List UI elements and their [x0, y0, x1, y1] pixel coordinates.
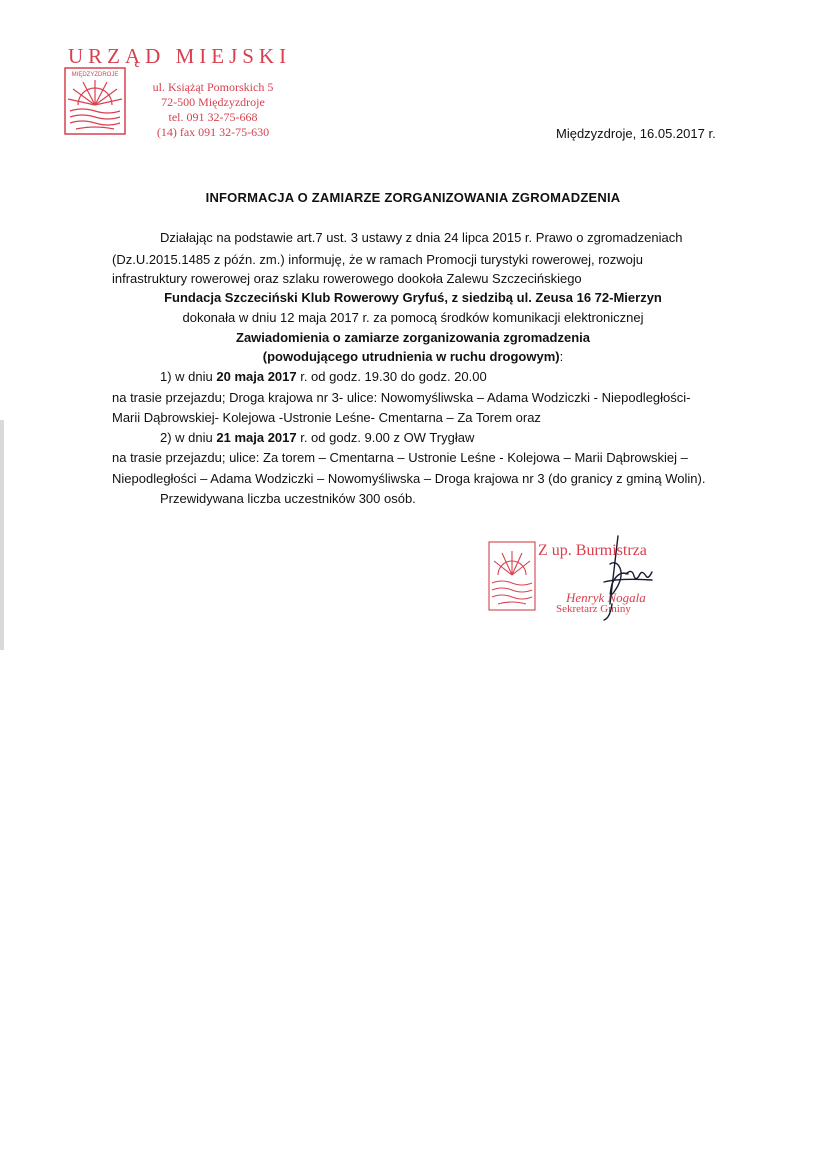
item-2-time: r. od godz. 9.00 z OW Trygław: [296, 430, 475, 445]
notice-subheading: [0, 348, 826, 366]
crest-label: MIĘDZYZDROJE: [71, 72, 119, 78]
item-2-route: na trasie przejazdu; ulice: Za torem – Cmentarna – Ustronie Leśne - Kolejowa – Marii Dąbrowskiej –: [112, 450, 688, 465]
address-line: 72-500 Międzyzdroje: [161, 95, 265, 109]
crest-icon: [64, 67, 126, 135]
document-title: INFORMACJA O ZAMIARZE ZORGANIZOWANIA ZGROMADZENIA: [205, 190, 621, 205]
address-line: tel. 091 32-75-668: [168, 110, 258, 124]
body-line: infrastruktury rowerowej oraz szlaku rowerowego dookoła Zalewu Szczecińskiego: [112, 271, 582, 286]
document-date: Międzyzdroje, 16.05.2017 r.: [556, 126, 716, 141]
body-line: Działając na podstawie art.7 ust. 3 ustawy z dnia 24 lipca 2015 r. Prawo o zgromadzeniach: [160, 230, 683, 245]
office-address: [128, 80, 298, 140]
notice-subheading-bold: (powodującego utrudnienia w ruchu drogowym): [262, 349, 560, 364]
signatory-role: Sekretarz Gminy: [556, 603, 631, 615]
scan-edge: [0, 420, 4, 650]
address-line: ul. Książąt Pomorskich 5: [152, 80, 274, 94]
item-1-route: Marii Dąbrowskiej- Kolejowa -Ustronie Leśne- Cmentarna – Za Torem oraz: [112, 410, 541, 425]
item-1-time: r. od godz. 19.30 do godz. 20.00: [296, 369, 487, 384]
handwritten-signature: [590, 534, 670, 624]
item-1-prefix: 1) w dniu: [160, 369, 217, 384]
item-2-date: 21 maja 2017: [216, 430, 297, 445]
item-1: [160, 368, 487, 386]
notice-subheading-colon: :: [559, 349, 564, 364]
item-2-route: Niepodległości – Adama Wodziczki – Nowomyśliwska – Droga krajowa nr 3 (do granicy z gminą Wolin).: [112, 471, 706, 486]
item-2: [160, 429, 474, 447]
participants-line: Przewidywana liczba uczestników 300 osób.: [160, 491, 416, 506]
notice-heading: Zawiadomienia o zamiarze zorganizowania zgromadzenia: [236, 330, 590, 345]
body-line: (Dz.U.2015.1485 z późn. zm.) informuję, że w ramach Promocji turystyki rowerowej, rozwoju: [112, 252, 644, 267]
signatory-name: Henryk Nogala: [566, 590, 646, 605]
body-line: dokonała w dniu 12 maja 2017 r. za pomocą środków komunikacji elektronicznej: [182, 310, 644, 325]
office-stamp-title: URZĄD MIEJSKI: [68, 44, 292, 68]
item-1-route: na trasie przejazdu; Droga krajowa nr 3- ulice: Nowomyśliwska – Adama Wodziczki - Niepodległości-: [112, 390, 691, 405]
organizer-line: Fundacja Szczeciński Klub Rowerowy Gryfuś, z siedzibą ul. Zeusa 16 72-Mierzyn: [164, 290, 662, 305]
item-2-prefix: 2) w dniu: [160, 430, 217, 445]
signature-crest-icon: [488, 541, 536, 611]
item-1-date: 20 maja 2017: [216, 369, 297, 384]
signature-stamp-line: Z up. Burmistrza: [538, 542, 647, 559]
address-line: (14) fax 091 32-75-630: [156, 125, 270, 139]
